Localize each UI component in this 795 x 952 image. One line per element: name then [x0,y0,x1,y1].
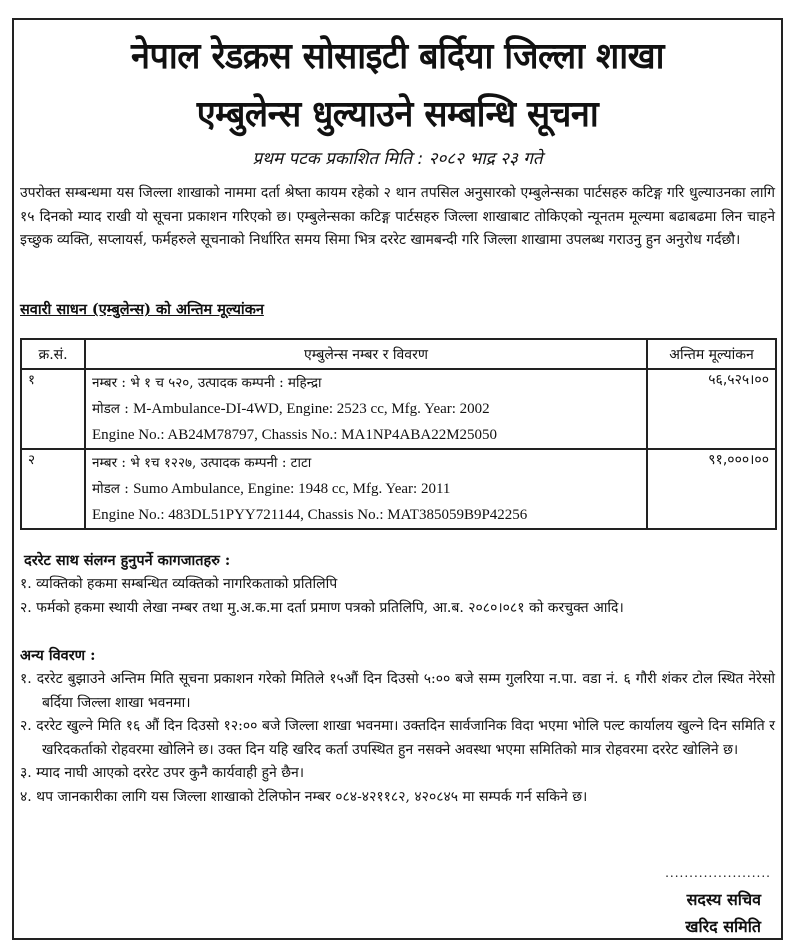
column-header-description: एम्बुलेन्स नम्बर र विवरण [85,339,647,369]
row-description [85,449,647,529]
required-documents-heading: दररेट साथ संलग्न हुनुपर्ने कागजातहरु : [24,552,231,569]
column-header-serial: क्र.सं. [21,339,85,369]
table-row [21,369,776,449]
row-value: ९१,०००।०० [647,449,776,529]
notice-title-subject: एम्बुलेन्स धुल्याउने सम्बन्धि सूचना [196,94,599,135]
model-value: M-Ambulance-DI-4WD, Engine: 2523 cc, Mfg. Year: 2002 [133,401,490,417]
engine-chassis-line: Engine No.: AB24M78797, Chassis No.: MA1NP4ABA22M25050 [92,427,498,443]
other-details-list [20,668,775,809]
table-header-row [21,339,776,369]
vehicle-number-line: नम्बर : भे १च १२२७, उत्पादक कम्पनी : टाटा [92,455,312,471]
notice-title-organization: नेपाल रेडक्रस सोसाइटी बर्दिया जिल्ला शाखा [130,36,664,77]
list-item: १. दररेट बुझाउने अन्तिम मिति सूचना प्रकाशन गरेको मितिले १५औं दिन दिउसो ५:०० बजे सम्म गुलरिया न.पा. वडा नं. ६ गौरी शंकर टोल स्थित नेरेसो बर्दिया जिल्ला शाखा भवनमा। [20,671,775,711]
engine-chassis-line: Engine No.: 483DL51PYY721144, Chassis No.: MAT385059B9P42256 [92,507,528,523]
row-serial: १ [21,369,85,449]
row-serial: २ [21,449,85,529]
table-row [21,449,776,529]
list-item: १. व्यक्तिको हकमा सम्बन्धित व्यक्तिको नागरिकताको प्रतिलिपि [20,576,338,592]
list-item: ४. थप जानकारीका लागि यस जिल्ला शाखाको टेलिफोन नम्बर ०८४-४२११८२, ४२०८४५ मा सम्पर्क गर्न सकिने छ। [20,788,588,805]
column-header-value: अन्तिम मूल्यांकन [647,339,776,369]
publication-date: प्रथम पटक प्रकाशित मिति : २०८२ भाद्र २३ गते [252,149,543,169]
row-value: ५६,५२५।०० [647,369,776,449]
list-item: २. फर्मको हकमा स्थायी लेखा नम्बर तथा मु.अ.क.मा दर्ता प्रमाण पत्रको प्रतिलिपि, आ.ब. २०८०।०८१ को करचुक्त आदि। [20,599,624,616]
other-details-heading: अन्य विवरण : [20,647,96,664]
model-label: मोडल : [92,401,129,417]
vehicle-model-line [92,476,640,502]
list-item: २. दररेट खुल्ने मिति १६ औं दिन दिउसो १२:०० बजे जिल्ला शाखा भवनमा। उक्तदिन सार्वजानिक विदा भएमा भोलि पल्ट कार्यालय खुल्ने दिन समिति र खरिदकर्ताको रोहवरमा खोलिने छ। उक्त दिन यहि खरिद कर्ता उपस्थित हुन नसक्ने अवस्था भएमा समितिको मात्र रोहवरमा दररेट खोलिने छ। [20,718,775,758]
signatory-committee: खरिद समिति [685,917,761,936]
notice-frame [12,18,783,940]
vehicle-model-line [92,396,640,422]
list-item: ३. म्याद नाघी आएको दररेट उपर कुनै कार्यवाही हुने छैन। [20,765,305,781]
model-value: Sumo Ambulance, Engine: 1948 cc, Mfg. Year: 2011 [133,481,451,497]
model-label: मोडल : [92,481,129,497]
required-documents-list [20,573,775,620]
vehicle-number-line: नम्बर : भे १ च ५२०, उत्पादक कम्पनी : महिन्द्रा [92,375,322,391]
valuation-table [20,338,777,530]
row-description [85,369,647,449]
signature-line: ...................... [665,866,771,880]
intro-text: उपरोक्त सम्बन्धमा यस जिल्ला शाखाको नाममा दर्ता श्रेष्ता कायम रहेको २ थान तपसिल अनुसारको एम्बुलेन्सका पार्टसहरु कटिङ्ग गरि धुल्याउनका लागि १५ दिनको म्याद राखी यो सूचना प्रकाशन गरिएको छ। एम्बुलेन्सका कटिङ्ग पार्टसहरु जिल्ला शाखाबाट तोकिएको न्यूनतम मूल्यमा बढाबढमा लिन चाहने इच्छुक व्यक्ति, सप्लायर्स, फर्महरुले सूचनाको निर्धारित समय सिमा भित्र दररेट खामबन्दी गरि जिल्ला शाखामा उपलब्ध गराउनु हुन अनुरोध गर्दछौ। [20,185,775,248]
valuation-heading: सवारी साधन (एम्बुलेन्स) को अन्तिम मूल्यांकन [20,301,264,318]
intro-paragraph [20,182,775,253]
signatory-title: सदस्य सचिव [686,890,761,909]
